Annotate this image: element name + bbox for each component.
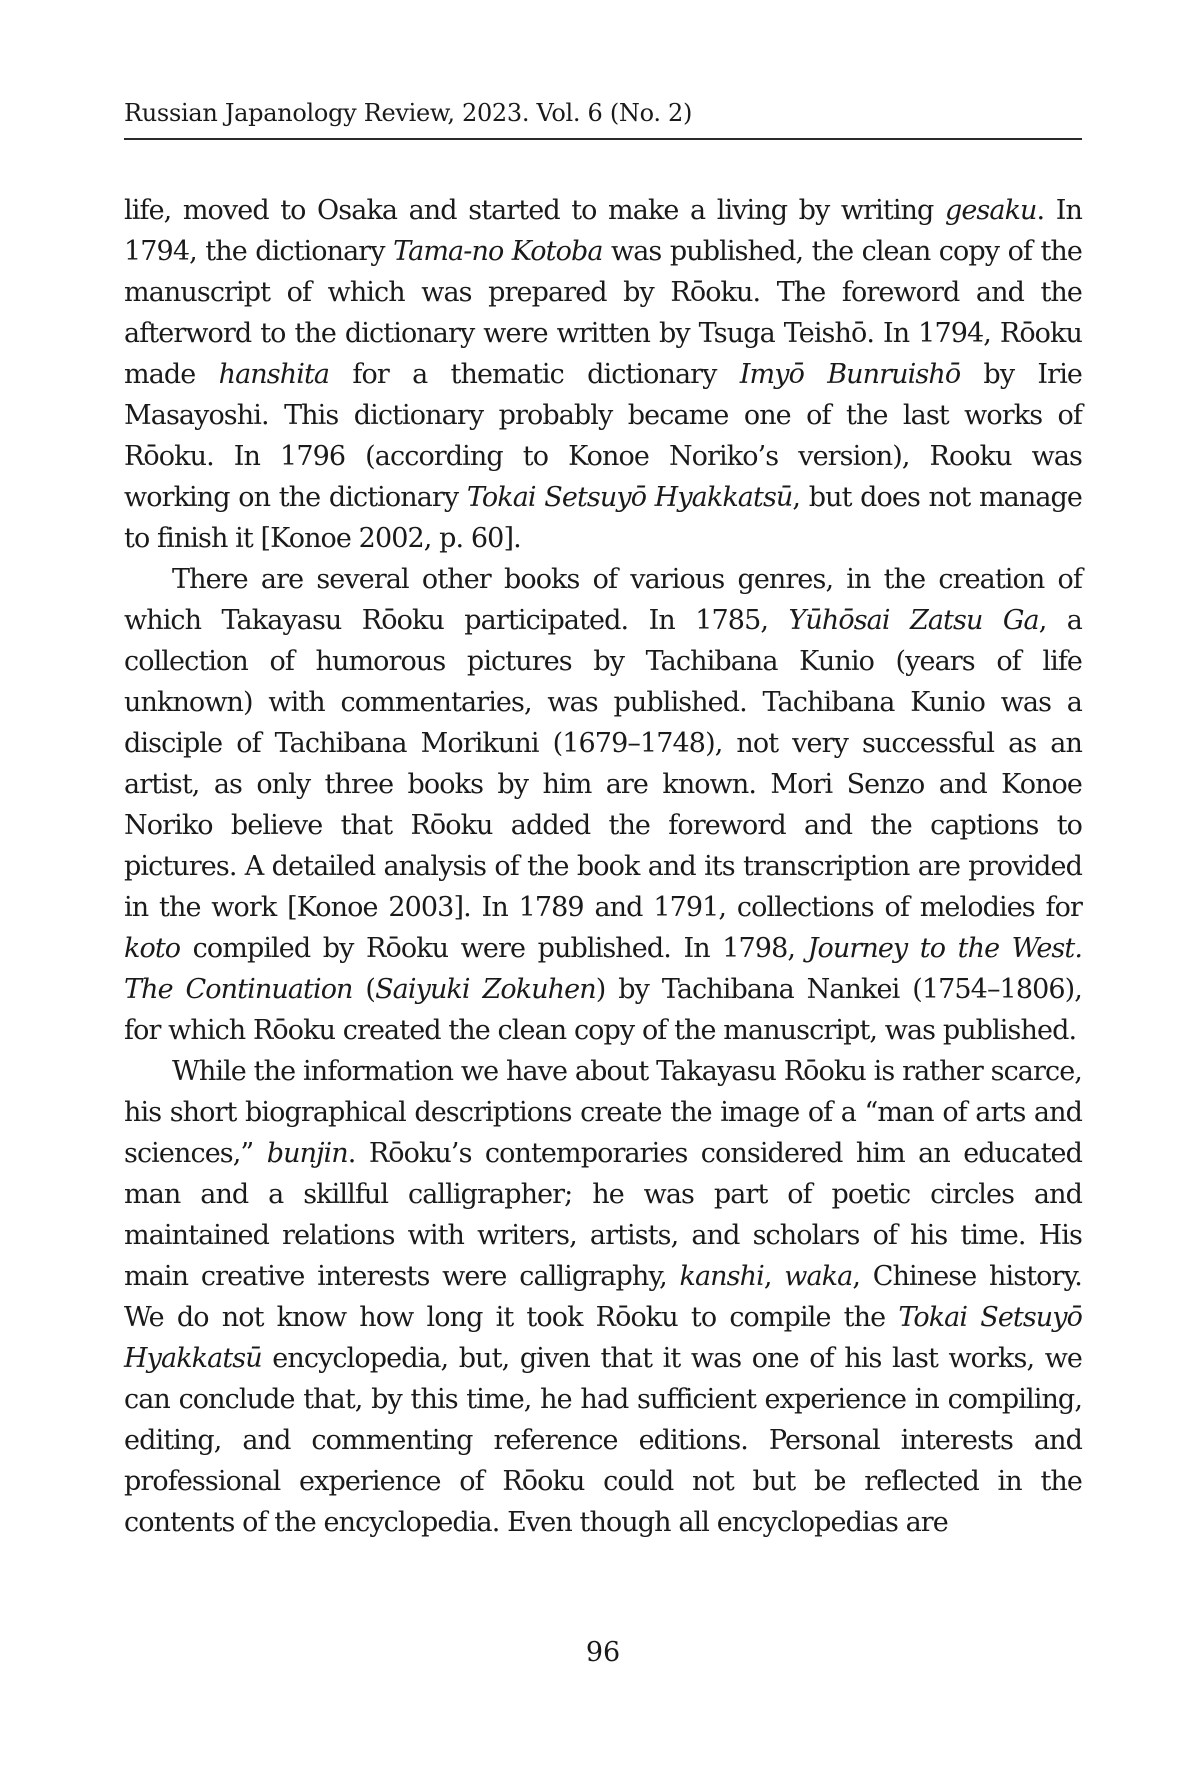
italic-term: gesaku: [944, 195, 1037, 226]
text-run: ,: [763, 1261, 785, 1292]
text-run: ) by Tachibana Nankei (1754–1806), for which Rōoku created the clean copy of the manuscript, was published.: [124, 974, 1082, 1046]
italic-term: hanshita: [218, 359, 330, 390]
running-header: Russian Japanology Review, 2023. Vol. 6 (No. 2): [124, 96, 1082, 140]
text-run: There are several other books of various genres, in the creation of which Takayasu Rōoku participated. In 1785,: [124, 564, 1082, 636]
text-run: , but does not manage to finish it [Konoe 2002, p. 60].: [124, 482, 1082, 554]
italic-term: bunjin: [266, 1138, 348, 1169]
italic-term: koto: [124, 933, 181, 964]
text-run: , Chinese history. We do not know how long it took Rōoku to compile the: [124, 1261, 1082, 1333]
page-number: 96: [585, 1637, 621, 1668]
text-run: . Rōoku’s contemporaries considered him an educated man and a skillful calligrapher; he was part of poetic circles and maintained relations with writers, artists, and scholars of his time. His main creative interests were calligraphy,: [124, 1138, 1082, 1292]
text-run: (: [352, 974, 376, 1005]
italic-term: waka: [784, 1261, 853, 1292]
italic-term: Tokai Setsuyō Hyakkatsū: [124, 1302, 1083, 1374]
article-body: [124, 190, 1082, 1543]
body-paragraph: [124, 190, 1082, 559]
text-run: compiled by Rōoku were published. In 1798,: [180, 933, 808, 964]
text-run: by Irie Masayoshi. This dictionary probably became one of the last works of Rōoku. In 1796 (according to Konoe Noriko’s version), Rooku was working on the dictionary: [124, 359, 1083, 513]
italic-term: Saiyuki Zokuhen: [375, 974, 596, 1005]
text-run: for a thematic dictionary: [329, 359, 740, 390]
body-paragraph: [124, 559, 1082, 1051]
body-paragraph: [124, 1051, 1082, 1543]
italic-term: Journey to the West. The Continuation: [124, 933, 1082, 1005]
italic-term: kanshi: [679, 1261, 764, 1292]
text-run: life, moved to Osaka and started to make a living by writing: [124, 195, 945, 226]
journal-page: [124, 0, 1082, 1780]
italic-term: Yūhōsai Zatsu Ga: [788, 605, 1039, 636]
text-run: . In 1794, the dictionary: [124, 195, 1082, 267]
text-run: was published, the clean copy of the manuscript of which was prepared by Rōoku. The foreword and the afterword to the dictionary were written by Tsuga Teishō. In 1794, Rōoku made: [124, 236, 1082, 390]
text-run: encyclopedia, but, given that it was one of his last works, we can conclude that, by this time, he had sufficient experience in compiling, editing, and commenting reference editions. Personal interests and professional experience of Rōoku could not but be reflected in the contents of the encyclopedia. Even though all encyclopedias are: [124, 1343, 1082, 1538]
italic-term: Tama-no Kotoba: [393, 236, 603, 267]
text-run: While the information we have about Takayasu Rōoku is rather scarce, his short biographical descriptions create the image of a “man of arts and sciences,”: [124, 1056, 1082, 1169]
italic-term: Imyō Bunruishō: [739, 359, 961, 390]
italic-term: Tokai Setsuyō Hyakkatsū: [466, 482, 793, 513]
text-run: , a collection of humorous pictures by Tachibana Kunio (years of life unknown) with commentaries, was published. Tachibana Kunio was a disciple of Tachibana Morikuni (1679–1748), not very successful as an artist, as only three books by him are known. Mori Senzo and Konoe Noriko believe that Rōoku added the foreword and the captions to pictures. A detailed analysis of the book and its transcription are provided in the work [Konoe 2003]. In 1789 and 1791, collections of melodies for: [124, 605, 1082, 923]
